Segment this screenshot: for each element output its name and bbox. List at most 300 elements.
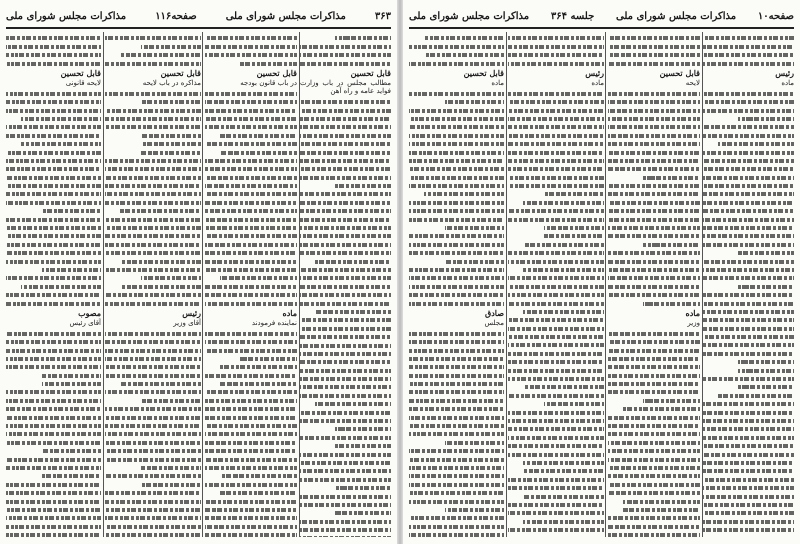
text-line	[409, 45, 504, 49]
text-line	[205, 92, 297, 96]
text-line	[508, 419, 604, 423]
text-line	[508, 453, 604, 457]
text-line	[643, 399, 700, 403]
column-8-paragraph-2: مجلس	[484, 318, 504, 327]
text-line	[409, 424, 504, 428]
text-line	[300, 134, 391, 138]
text-line	[703, 92, 794, 96]
text-line	[508, 159, 604, 163]
text-line	[523, 385, 604, 389]
text-line	[409, 466, 504, 470]
text-line	[6, 525, 101, 529]
text-line	[205, 399, 297, 403]
text-line	[300, 419, 391, 423]
text-line	[409, 268, 504, 272]
text-line	[608, 134, 700, 138]
text-line	[300, 360, 391, 364]
text-line	[409, 483, 504, 487]
text-line	[42, 374, 101, 378]
text-line	[205, 516, 297, 520]
text-line	[703, 343, 794, 347]
text-line	[205, 159, 297, 163]
text-line	[409, 142, 504, 146]
left-column-divider-2	[202, 32, 203, 537]
text-line	[544, 234, 604, 238]
column-1	[300, 32, 391, 537]
text-line	[6, 466, 101, 470]
text-line	[105, 491, 201, 495]
text-line	[300, 369, 391, 373]
text-line	[508, 184, 604, 188]
text-line	[608, 416, 700, 420]
text-line	[220, 365, 297, 369]
text-line	[205, 192, 297, 196]
text-line	[608, 226, 700, 230]
text-line	[508, 486, 604, 490]
text-line	[703, 234, 794, 238]
text-line	[523, 243, 604, 247]
text-line	[409, 449, 504, 453]
text-line	[608, 201, 700, 205]
text-line	[608, 458, 700, 462]
text-line	[300, 192, 391, 196]
text-line	[738, 385, 794, 389]
text-line	[608, 109, 700, 113]
text-line	[6, 125, 101, 129]
text-line	[300, 234, 391, 238]
text-line	[105, 167, 201, 171]
column-8-heading-2: صادق	[485, 307, 504, 318]
text-line	[6, 500, 101, 504]
text-line	[105, 201, 201, 205]
text-line	[42, 382, 101, 386]
text-line	[141, 466, 201, 470]
text-line	[120, 53, 201, 57]
text-line	[6, 516, 101, 520]
text-line	[335, 444, 391, 448]
text-line	[703, 62, 794, 66]
text-line	[300, 385, 391, 389]
text-line	[205, 293, 297, 297]
text-line	[6, 218, 101, 222]
text-line	[105, 159, 201, 163]
text-line	[205, 466, 297, 470]
text-line	[608, 251, 700, 255]
text-line	[608, 293, 700, 297]
text-line	[6, 407, 101, 411]
text-line	[424, 36, 504, 40]
text-line	[409, 62, 504, 66]
text-line	[300, 293, 391, 297]
text-line	[205, 500, 297, 504]
text-line	[335, 184, 391, 188]
text-line	[703, 176, 794, 180]
text-line	[703, 352, 794, 356]
text-line	[608, 36, 700, 40]
text-line	[508, 109, 604, 113]
text-line	[608, 424, 700, 428]
text-line	[409, 332, 504, 336]
text-line	[409, 293, 504, 297]
text-line	[508, 503, 604, 507]
text-line	[6, 399, 101, 403]
text-line	[608, 92, 700, 96]
right-page-number-inner: جلسه ۳۶۴	[550, 10, 595, 22]
text-line	[703, 159, 794, 163]
text-line	[703, 310, 794, 314]
left-column-divider-1	[299, 32, 300, 537]
text-line	[105, 92, 201, 96]
text-line	[300, 461, 391, 465]
text-line	[523, 461, 604, 465]
text-line	[205, 226, 297, 230]
text-line	[508, 251, 604, 255]
text-line	[608, 260, 700, 264]
text-line	[205, 36, 297, 40]
text-line	[703, 100, 794, 104]
text-line	[205, 349, 297, 353]
text-line	[718, 142, 794, 146]
text-line	[608, 159, 700, 163]
text-line	[608, 432, 700, 436]
text-line	[703, 436, 794, 440]
text-line	[300, 100, 391, 104]
text-line	[703, 335, 794, 339]
text-line	[300, 226, 391, 230]
text-line	[424, 53, 504, 57]
text-line	[105, 349, 201, 353]
text-line	[205, 167, 297, 171]
text-line	[220, 382, 297, 386]
text-line	[608, 285, 700, 289]
text-line	[608, 483, 700, 487]
text-line	[300, 268, 391, 272]
text-line	[608, 209, 700, 213]
text-line	[738, 117, 794, 121]
text-line	[703, 495, 794, 499]
text-line	[105, 226, 201, 230]
text-line	[608, 192, 700, 196]
text-line	[703, 402, 794, 406]
text-line	[120, 285, 201, 289]
text-line	[409, 302, 504, 306]
text-line	[409, 399, 504, 403]
text-line	[508, 285, 604, 289]
text-line	[409, 201, 504, 205]
text-line	[608, 142, 700, 146]
column-4-heading-1: قابل تحسین	[60, 67, 101, 78]
text-line	[300, 528, 391, 532]
text-line	[608, 449, 700, 453]
text-line	[508, 327, 604, 331]
text-line	[205, 45, 297, 49]
text-line	[105, 458, 201, 462]
text-line	[703, 226, 794, 230]
text-line	[703, 469, 794, 473]
text-line	[6, 176, 101, 180]
text-line	[409, 92, 504, 96]
text-line	[105, 516, 201, 520]
text-line	[608, 533, 700, 537]
text-line	[220, 491, 297, 495]
text-line	[6, 508, 101, 512]
text-line	[205, 209, 297, 213]
column-2-paragraph-1: در باب قانون بودجه	[240, 78, 297, 87]
text-line	[409, 251, 504, 255]
text-line	[6, 491, 101, 495]
text-line	[608, 441, 700, 445]
text-line	[205, 251, 297, 255]
text-line	[508, 100, 604, 104]
column-4-text	[6, 36, 101, 537]
left-page-number-outer: ۳۶۳	[374, 10, 391, 22]
text-line	[240, 357, 297, 361]
text-line	[544, 192, 604, 196]
text-line	[300, 167, 391, 171]
text-line	[6, 293, 101, 297]
text-line	[6, 159, 101, 163]
left-running-title-inner: مذاکرات مجلس شورای ملی	[6, 10, 127, 22]
text-line	[608, 125, 700, 129]
text-line	[6, 424, 101, 428]
text-line	[315, 260, 391, 264]
column-8-heading-1: قابل تحسین	[463, 67, 504, 78]
text-line	[220, 474, 297, 478]
text-line	[205, 302, 297, 306]
text-line	[6, 357, 101, 361]
text-line	[703, 377, 794, 381]
text-line	[6, 100, 101, 104]
text-line	[141, 483, 201, 487]
text-line	[141, 134, 201, 138]
text-line	[205, 416, 297, 420]
text-line	[608, 474, 700, 478]
text-line	[523, 495, 604, 499]
text-line	[300, 495, 391, 499]
left-page-header	[6, 6, 391, 26]
text-line	[315, 402, 391, 406]
text-line	[205, 201, 297, 205]
text-line	[703, 444, 794, 448]
text-line	[300, 151, 391, 155]
text-line	[508, 36, 604, 40]
text-line	[220, 151, 297, 155]
text-line	[6, 432, 101, 436]
text-line	[703, 109, 794, 113]
text-line	[608, 53, 700, 57]
text-line	[409, 407, 504, 411]
text-line	[703, 243, 794, 247]
text-line	[409, 491, 504, 495]
text-line	[608, 516, 700, 520]
text-line	[508, 528, 604, 532]
text-line	[608, 357, 700, 361]
text-line	[6, 365, 101, 369]
text-line	[6, 458, 101, 462]
text-line	[105, 302, 201, 306]
text-line	[424, 192, 504, 196]
text-line	[335, 486, 391, 490]
text-line	[508, 360, 604, 364]
text-line	[6, 167, 101, 171]
text-line	[205, 449, 297, 453]
text-line	[703, 486, 794, 490]
text-line	[523, 268, 604, 272]
column-6-heading-2: ماده	[685, 307, 700, 318]
text-line	[105, 36, 201, 40]
text-line	[608, 491, 700, 495]
text-line	[508, 62, 604, 66]
text-line	[6, 483, 101, 487]
text-line	[409, 117, 504, 121]
text-line	[205, 176, 297, 180]
text-line	[120, 209, 201, 213]
text-line	[409, 276, 504, 280]
text-line	[120, 260, 201, 264]
text-line	[205, 268, 297, 272]
right-page	[403, 0, 800, 544]
text-line	[6, 251, 101, 255]
text-line	[300, 302, 391, 306]
text-line	[409, 109, 504, 113]
text-line	[508, 45, 604, 49]
text-line	[105, 332, 201, 336]
text-line	[205, 525, 297, 529]
text-line	[544, 402, 604, 406]
text-line	[205, 117, 297, 121]
text-line	[703, 260, 794, 264]
text-line	[703, 528, 794, 532]
text-line	[42, 449, 101, 453]
text-line	[105, 374, 201, 378]
text-line	[409, 340, 504, 344]
text-line	[105, 474, 201, 478]
text-line	[703, 520, 794, 524]
text-line	[703, 53, 794, 57]
text-line	[608, 45, 700, 49]
column-8-paragraph-1: ماده	[491, 78, 504, 87]
text-line	[508, 260, 604, 264]
column-5-heading-1: رئیس	[775, 67, 794, 78]
text-line	[6, 53, 101, 57]
text-line	[205, 441, 297, 445]
text-line	[409, 209, 504, 213]
text-line	[105, 357, 201, 361]
text-line	[205, 340, 297, 344]
text-line	[6, 533, 101, 537]
column-5	[703, 32, 794, 537]
column-6-heading-1: قابل تحسین	[659, 67, 700, 78]
text-line	[508, 318, 604, 322]
text-line	[643, 302, 700, 306]
left-header-rule	[6, 27, 391, 29]
text-line	[623, 508, 700, 512]
text-line	[409, 432, 504, 436]
text-line	[300, 318, 391, 322]
text-line	[300, 411, 391, 415]
text-line	[105, 176, 201, 180]
text-line	[105, 218, 201, 222]
text-line	[6, 45, 101, 49]
text-line	[205, 424, 297, 428]
text-line	[703, 184, 794, 188]
column-4	[6, 32, 101, 537]
text-line	[409, 176, 504, 180]
column-3-paragraph-2: آقای وزیر	[173, 318, 201, 327]
column-7-heading-1: رئیس	[585, 67, 604, 78]
text-line	[6, 349, 101, 353]
text-line	[703, 167, 794, 171]
text-line	[608, 167, 700, 171]
text-line	[105, 340, 201, 344]
text-line	[623, 500, 700, 504]
text-line	[205, 53, 297, 57]
right-running-title-outer: مذاکرات مجلس شورای ملی	[616, 10, 737, 22]
text-line	[608, 117, 700, 121]
text-line	[220, 276, 297, 280]
text-line	[608, 151, 700, 155]
text-line	[703, 478, 794, 482]
text-line	[608, 332, 700, 336]
text-line	[205, 407, 297, 411]
text-line	[6, 234, 101, 238]
text-line	[6, 332, 101, 336]
text-line	[703, 125, 794, 129]
text-line	[409, 516, 504, 520]
text-line	[300, 344, 391, 348]
text-line	[105, 525, 201, 529]
text-line	[703, 45, 794, 49]
column-2-paragraph-2: نماینده فرمودند	[251, 318, 297, 327]
right-page-number-outer: صفحه۱۰	[757, 10, 794, 22]
text-line	[643, 243, 700, 247]
text-line	[105, 416, 201, 420]
text-line	[445, 441, 504, 445]
column-8-text	[409, 36, 504, 537]
text-line	[6, 243, 101, 247]
text-line	[105, 390, 201, 394]
text-line	[105, 125, 201, 129]
text-line	[300, 276, 391, 280]
text-line	[105, 243, 201, 247]
text-line	[105, 268, 201, 272]
text-line	[409, 382, 504, 386]
text-line	[703, 419, 794, 423]
text-line	[608, 62, 700, 66]
text-line	[105, 192, 201, 196]
text-line	[42, 474, 101, 478]
text-line	[105, 293, 201, 297]
text-line	[6, 184, 101, 188]
text-line	[300, 62, 391, 66]
text-line	[409, 125, 504, 129]
text-line	[508, 92, 604, 96]
text-line	[105, 407, 201, 411]
text-line	[409, 134, 504, 138]
text-line	[300, 159, 391, 163]
column-7-text	[508, 36, 604, 532]
text-line	[703, 503, 794, 507]
text-line	[205, 142, 297, 146]
text-line	[703, 511, 794, 515]
text-line	[445, 508, 504, 512]
column-6-paragraph-1: لایحه	[685, 78, 700, 87]
column-6	[608, 32, 700, 537]
text-line	[205, 432, 297, 436]
text-line	[205, 390, 297, 394]
text-line	[703, 268, 794, 272]
text-line	[409, 365, 504, 369]
